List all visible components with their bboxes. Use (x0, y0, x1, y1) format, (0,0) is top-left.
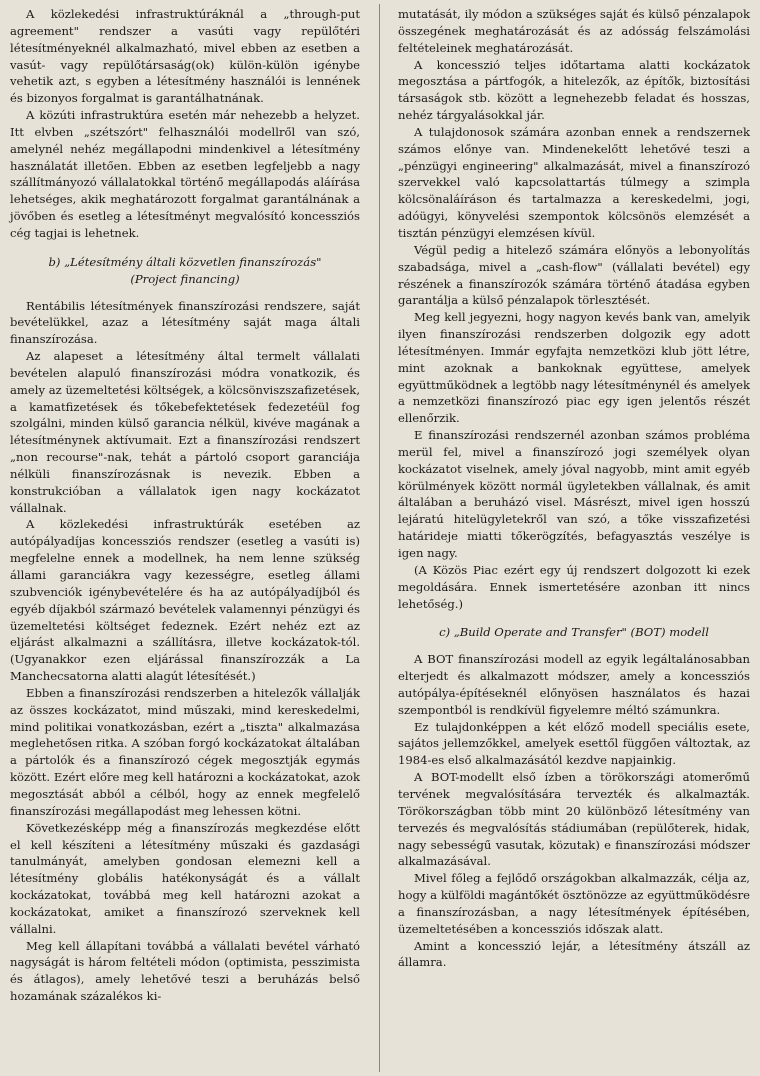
paragraph: A közlekedési infrastruktúrák esetében az autópályadíjas koncessziós rendszer (esetleg a vasúti is) megfelelne ennek a modellnek, ha nem lenne szükség állami garanciákra vagy kezességre, esetleg állami szubvenciók igénybevételére és ha az autópályadíjból és egyéb díjakból származó bevételek valamennyi pénzügyi és üzemeltetési költséget fedeznek. Ezért nehéz ezt az eljárást alkalmazni a szállításra, illetve kockázatok-tól. (Ugyanakkor ezen eljárással finanszírozzák a La Manchecsatorna alatti alagút létesítését.) (10, 517, 360, 684)
section-heading-c (398, 624, 750, 641)
paragraph: Ez tulajdonképpen a két előző modell speciális esete, sajátos jellemzőkkel, amelyek esettől függően változtak, az 1984-es első alkalmazásától kezdve napjainkig. (398, 719, 750, 768)
paragraph: A tulajdonosok számára azonban ennek a rendszernek számos előnye van. Mindenekelőtt lehetővé teszi a „pénzügyi engineering" alkalmazását, mivel a finanszírozó szervekkel való kapcsolattartás túlmegy a szimpla kölcsönaláíráson és tartalmazza a kereskedelmi, jogi, adóügyi, könyvelési szempontok kölcsönös elemzését a tisztán pénzügyi elemzésen kívül. (398, 124, 750, 240)
right-column (398, 6, 750, 971)
section-heading-title: b) „Létesítmény általi közvetlen finanszírozás" (48, 254, 322, 269)
paragraph: A BOT finanszírozási modell az egyik legáltalánosabban elterjedt és alkalmazott módszer, amely a koncessziós autópálya-építéseknél előnyösen használatos és hazai szempontból is rendkívül figyelemre méltó számunkra. (398, 652, 750, 717)
paragraph: Következésképp még a finanszírozás megkezdése előtt el kell készíteni a létesítmény műszaki és gazdasági tanulmányát, amelyben gondosan elemezni kell a létesítmény globális hatékonyságát és a vállalt kockázatokat, továbbá meg kell határozni azokat a kockázatokat, amiket a finanszírozó szerveknek kell vállalni. (10, 820, 360, 936)
paragraph: mutatását, ily módon a szükséges saját és külső pénzalapok összegének meghatározását és az adósság felszámolási feltételeinek meghatározását. (398, 7, 750, 55)
paragraph: Ebben a finanszírozási rendszerben a hitelezők vállalják az összes kockázatot, mind műszaki, mind kereskedelmi, mind politikai vonatkozásban, ezért a „tiszta" alkalmazása meglehetősen ritka. A szóban forgó kockázatokat általában a pártolók és a finanszírozó cégek megosztják egymás között. Ezért előre meg kell határozni a kockázatokat, azok megosztását abból a célból, hogy az ennek megfelelő finanszírozási megállapodást meg lehessen kötni. (10, 685, 360, 818)
section-heading-title: c) „Build Operate and Transfer" (BOT) modell (439, 625, 709, 640)
section-heading-b (10, 254, 360, 288)
paragraph: Az alapeset a létesítmény által termelt vállalati bevételen alapuló finanszírozási módra vonatkozik, és amely az üzemeltetési költségek, a kölcsönviszszafizetések, a kamatfizetések és tőkebefektetések fedezetéül fog szolgálni, minden külső garancia nélkül, kivéve magának a létesítménynek aktívumait. Ezt a finanszírozási rendszert „non recourse"-nak, tehát a pártoló csoport garanciája nélküli finanszírozásnak is nevezik. Ebben a konstrukcióban a vállalatok igen nagy kockázatot vállalnak. (10, 349, 360, 515)
paragraph: A koncesszió teljes időtartama alatti kockázatok megosztása a pártfogók, a hitelezők, az építők, biztosítási társaságok stb. között a legnehezebb feladat és hosszas, nehéz tárgyalásokkal jár. (398, 57, 750, 123)
column-divider (379, 4, 380, 1072)
paragraph: Rentábilis létesítmények finanszírozási rendszere, saját bevételükkel, azaz a létesítmény saját maga általi finanszírozása. (10, 298, 360, 347)
paragraph: A közúti infrastruktúra esetén már nehezebb a helyzet. Itt elvben „szétszórt" felhasználói modellről van szó, amelynél nehéz megállapodni mindenkivel a létesítmény használatát illetően. Ebben az esetben legfeljebb a nagy szállítmányozó vállalatokkal történő megállapodás aláírása lehetséges, akik meghatározott forgalmat garantálnának a jövőben és esetleg a létesítményt megvalósító koncessziós cég tagjai is lehetnek. (10, 108, 360, 240)
paragraph: (A Közös Piac ezért egy új rendszert dolgozott ki ezek megoldására. Ennek ismertetésére azonban itt nincs lehetőség.) (398, 562, 750, 611)
paragraph: Amint a koncesszió lejár, a létesítmény átszáll az államra. (398, 938, 750, 970)
paragraph: Végül pedig a hitelező számára előnyös a lebonyolítás szabadsága, mivel a „cash-flow" (vállalati bevétel) egy részének a finanszírozók számára történő átadása egyben garantálja a külső pénzalapok törlesztését. (398, 242, 750, 308)
left-column (10, 6, 360, 1005)
paragraph: A közlekedési infrastruktúráknál a „through-put agreement" rendszer a vasúti vagy repülőtéri létesítményeknél alkalmazható, mivel ebben az esetben a vasút- vagy repülőtársaság(ok) külön-külön igénybe vehetik azt, s egyben a létesítmény használói is lennének és bizonyos forgalmat is garantálhatnának. (10, 7, 360, 106)
paragraph: Meg kell állapítani továbbá a vállalati bevétel várható nagyságát is három feltételi módon (optimista, pesszimista és átlagos), amely lehetővé teszi a beruházás belső hozamának százalékos ki- (10, 938, 360, 1004)
section-heading-subtitle: (Project financing) (130, 271, 240, 286)
paragraph: Mivel főleg a fejlődő országokban alkalmazzák, célja az, hogy a külföldi magántőkét ösztönözze az együttműködésre a finanszírozásban, a nagy létesítmények építésében, üzemeltetésében a koncessziós időszak alatt. (398, 871, 750, 936)
paragraph: A BOT-modellt első ízben a törökországi atomerőmű tervének megvalósítására tervezték és alkalmazták. Törökországban több mint 20 különböző létesítmény van tervezés és megvalósítás stádiumában (repülőterek, hidak, nagy sebességű vasutak, közutak) e finanszírozási módszer alkalmazásával. (398, 770, 750, 869)
paragraph: Meg kell jegyezni, hogy nagyon kevés bank van, amelyik ilyen finanszírozási rendszerben dolgozik egy adott létesítményen. Immár egyfajta nemzetközi klub jött létre, mint azoknak a bankoknak együttese, amelyek együttműködnek a legtöbb nagy létesítménynél és amelyek a nemzetközi finanszírozó piac egy igen jelentős részét ellenőrzik. (398, 310, 750, 426)
paragraph: E finanszírozási rendszernél azonban számos probléma merül fel, mivel a finanszírozó jogi személyek olyan kockázatot viselnek, amely jóval nagyobb, mint amit egyéb körülmények között normál ügyletekben vállalnak, és amit általában a beruházó visel. Másrészt, mivel igen hosszú lejáratú hitelügyletekről van szó, a tőke visszafizetési határideje miatti tőkerögzítés, befagyasztás veszélye is igen nagy. (398, 428, 750, 560)
